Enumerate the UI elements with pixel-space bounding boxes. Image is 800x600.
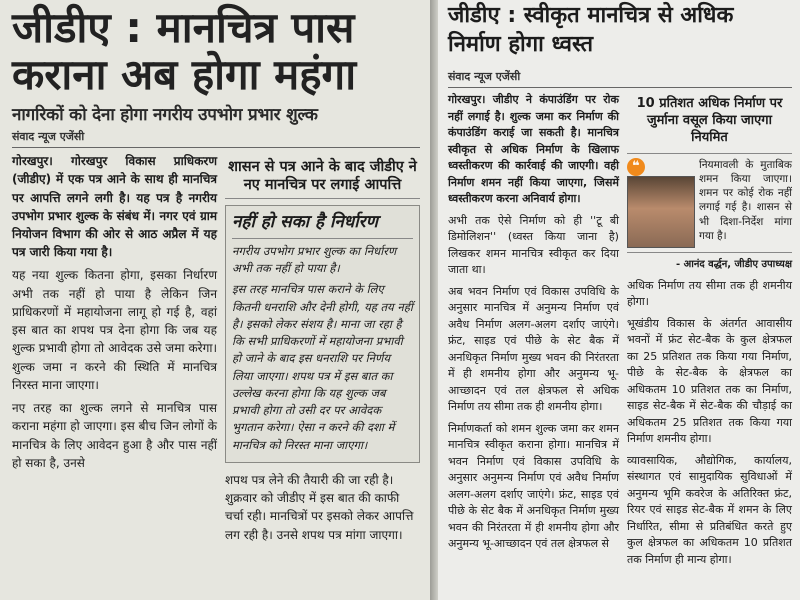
right-para-5: अधिक निर्माण तय सीमा तक ही शमनीय होगा। (626, 278, 792, 309)
page-fold (430, 0, 438, 600)
right-deck: 10 प्रतिशत अधिक निर्माण पर जुर्माना वसूल किया जाएगा नियमित (636, 96, 783, 145)
left-box-title: नहीं हो सका है निर्धारण (232, 210, 413, 239)
right-para-1: गोरखपुर। जीडीए ने कंपाउंडिंग पर रोक नहीं लगाई है। शुल्क जमा कर निर्माण की कंपाउंडिंग कराई जा सकती है। मानचित्र स्वीकृत से अधिक निर्माण के खिलाफ ध्वस्तीकरण की कार्रवाई की जाएगी। वही निर्माण शमन नहीं किया जाएगा, जिसमें ध्वस्तीकरण करना अनिवार्य होगा। (448, 93, 619, 206)
right-para-2: अभी तक ऐसे निर्माण को ही ''टू बी डिमोलिशन'' (ध्वस्त किया जाना है) लिखकर शमन मानचित्र स्वीकृत कर दिया जाता था। (448, 213, 619, 277)
right-para-6: भूखंडीय विकास के अंतर्गत आवासीय भवनों में फ्रंट सेट-बैक के कुल क्षेत्रफल का 25 प्रतिशत तक किया गया निर्माण, पीछे के सेट-बैक के क्षेत्रफल का अधिकतम 10 प्रतिशत तक का निर्माण, साइड सेट-बैक में सेट-बैक की चौड़ाई का अधिकतम 25 प्रतिशत तक किया गया निर्माण शमनीय होगा। (626, 316, 792, 446)
left-byline: संवाद न्यूज एजेंसी (12, 129, 420, 148)
left-para-3: नए तरह का शुल्क लगने से मानचित्र पास कराना महंगा हो जाएगा। इस बीच जिन लोगों के मानचित्र के लिए आवेदन हुआ है और पास नहीं हो सका है, उनसे (12, 401, 217, 470)
right-column-c (448, 92, 619, 573)
left-column-a (12, 152, 217, 544)
left-box-para-2: इस तरह मानचित्र पास कराने के लिए कितनी धनराशि और देनी होगी, यह तय नहीं है। इसको लेकर संशय है। माना जा रहा है कि सभी प्राधिकरणों में महायोजना प्रभावी हो जाने के बाद इस धनराशि पर निर्णय लिया जाएगा। शपथ पत्र में इस बात का उल्लेख करना होगा कि यह शुल्क जब प्रभावी होगा तो उसी दर पर आवेदक भुगतान करेगा। ऐसा न करने की दशा में मानचित्र को निरस्त माना जाएगा। (232, 282, 413, 452)
left-headline-line1: जीडीए : मानचित्र पास (12, 3, 355, 52)
left-column-b-text: शपथ पत्र लेने की तैयारी की जा रही है। शुक्रवार को जीडीए में इस बात की काफी चर्चा रही। मानचित्रों पर इसको लेकर आपत्ति लग रही है। उनसे शपथ पत्र मांगा जाएगा। (225, 472, 414, 542)
quote-left (627, 158, 695, 248)
right-column-d (627, 92, 792, 573)
left-column-b (225, 152, 420, 544)
right-byline: संवाद न्यूज एजेंसी (448, 69, 792, 88)
quote-author: - आनंद वर्द्धन, जीडीए उपाध्यक्ष (675, 258, 792, 270)
left-box-para-1: नगरीय उपभोग प्रभार शुल्क का निर्धारण अभी तक नहीं हो पाया है। (232, 243, 397, 276)
official-quote (627, 153, 792, 253)
right-article (438, 0, 800, 600)
quote-text: नियमावली के मुताबिक शमन किया जाएगा। शमन पर कोई रोक नहीं लगाई गई है। शासन से भी दिशा-निर्देश मांगा गया है। (698, 158, 792, 242)
official-photo (627, 176, 695, 248)
left-para-1: गोरखपुर। गोरखपुर विकास प्राधिकरण (जीडीए) में एक पत्र आने के साथ ही मानचित्र पर आपत्ति लगने लगी है। यह पत्र है नगरीय उपभोग प्रभार शुल्क के संबंध में। नगर एवं ग्राम नियोजन विभाग की ओर से आठ अप्रैल में यह पत्र जारी किया गया है। (12, 154, 217, 260)
left-para-2: यह नया शुल्क कितना होगा, इसका निर्धारण अभी तक नहीं हो पाया है लेकिन जिन प्राधिकरणों में महायोजना लागू हो गई है, वहां इस बात का शपथ पत्र देना होगा कि जब यह शुल्क प्रभावी होगा तो आवेदक उसे जमा करेगा। शुल्क जमा न करने की स्थिति में मानचित्र निरस्त माना जाएगा। (12, 268, 217, 392)
left-subhead: नागरिकों को देना होगा नगरीय उपभोग प्रभार शुल्क (12, 105, 318, 126)
right-para-3: अब भवन निर्माण एवं विकास उपविधि के अनुसार मानचित्र में अनुमन्य निर्माण एवं अवैध निर्माण अलग-अलग दर्शाए जाएंगे। फ्रंट, साइड एवं पीछे के सेट बैक में अनधिकृत निर्माण मुख्य भवन की निरंतरता में ही शमनीय होगा और अनुमन्य भू-आच्छादन एवं तल क्षेत्रफल से अधिक निर्माण तय सीमा तक ही शमनीय होगा। (448, 284, 619, 414)
left-headline (12, 4, 420, 98)
left-headline-line2: कराना अब होगा महंगा (12, 50, 357, 100)
right-headline: जीडीए : स्वीकृत मानचित्र से अधिक निर्माण होगा ध्वस्त (448, 3, 734, 57)
quote-mark-icon: ❝ (627, 158, 645, 176)
right-para-4: निर्माणकर्ता को शमन शुल्क जमा कर शमन मानचित्र स्वीकृत कराना होगा। मानचित्र में भवन निर्माण एवं विकास उपविधि के अनुसार अनुमन्य निर्माण एवं अवैध निर्माण अलग-अलग दर्शाए जाएंगे। फ्रंट, साइड एवं पीछे के सेट बैक में अनधिकृत निर्माण मुख्य भवन की निरंतरता में ही शमनीय होगा और अनुमन्य भू-आच्छादन एवं तल क्षेत्रफल से (448, 421, 619, 551)
right-para-7: व्यावसायिक, औद्योगिक, कार्यालय, संस्थागत एवं सामुदायिक सुविधाओं में अनुमन्य भूमि कवरेज के अतिरिक्त फ्रंट, रियर एवं साइड सेट-बैक में शमन के लिए निर्धारित, सीमा से प्रतिबंधित करते हुए कुल क्षेत्रफल का अधिकतम 10 प्रतिशत तक निर्माण ही मान्य होगा। (626, 453, 792, 566)
left-info-box (225, 205, 420, 463)
left-side-headline: शासन से पत्र आने के बाद जीडीए ने नए मानचित्र पर लगाई आपत्ति (225, 154, 420, 199)
